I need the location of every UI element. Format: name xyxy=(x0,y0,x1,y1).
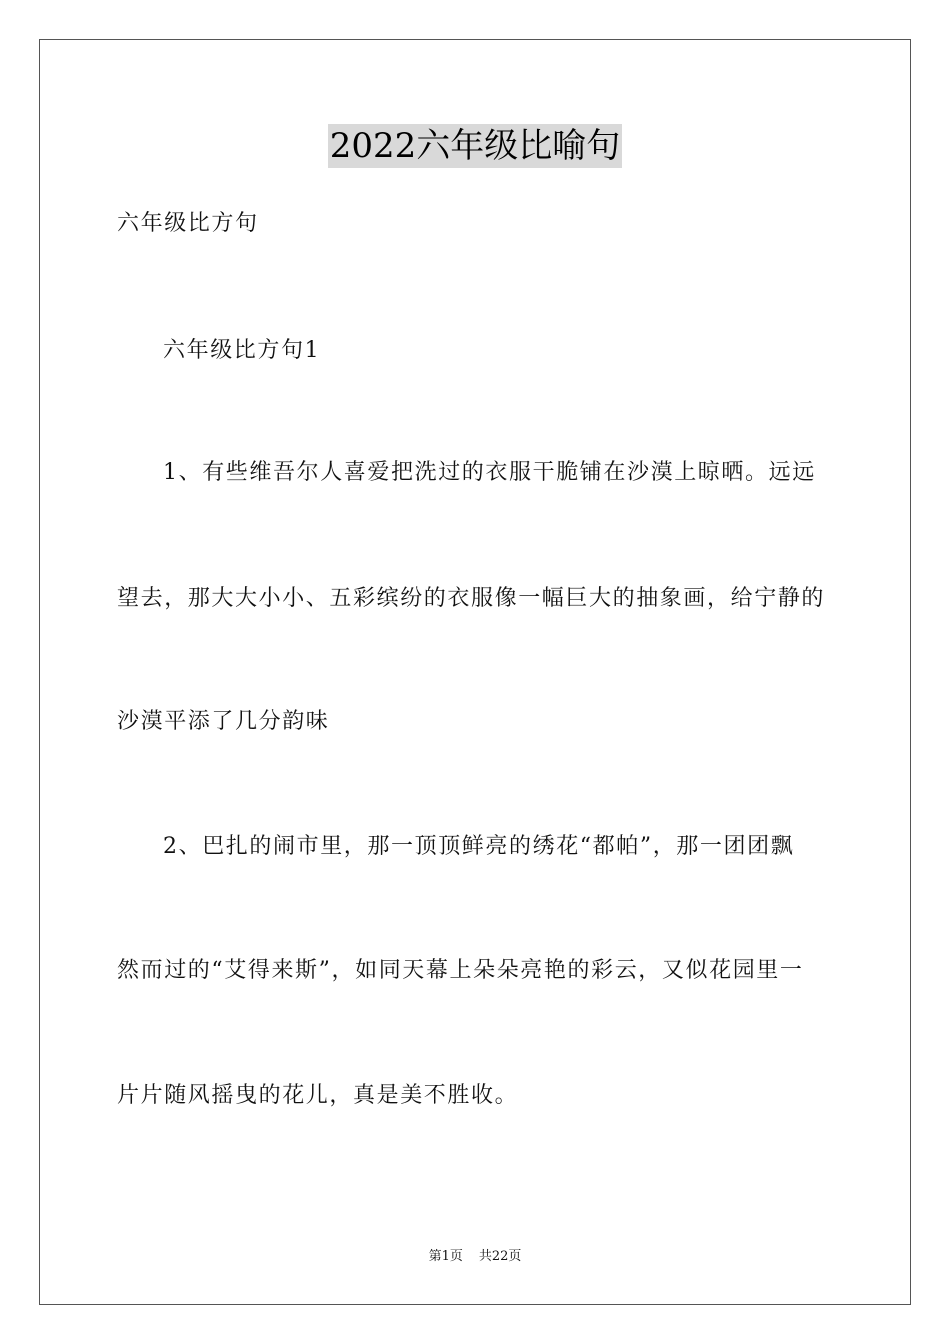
paragraph-2-line-2: 然而过的“艾得来斯”，如同天幕上朵朵亮艳的彩云，又似花园里一 xyxy=(117,958,804,983)
section-subheading: 六年级比方句1 xyxy=(163,338,321,363)
section-heading: 六年级比方句 xyxy=(117,211,259,236)
document-title-container xyxy=(0,124,950,168)
paragraph-2-line-1: 2、巴扎的闹市里，那一顶顶鲜亮的绣花“都帕”，那一团团飘 xyxy=(163,834,795,859)
paragraph-1-line-1: 1、有些维吾尔人喜爱把洗过的衣服干脆铺在沙漠上晾晒。远远 xyxy=(163,460,816,485)
page-footer xyxy=(0,1248,950,1266)
paragraph-1-line-2: 望去，那大大小小、五彩缤纷的衣服像一幅巨大的抽象画，给宁静的 xyxy=(117,586,826,611)
page-total: 共22页 xyxy=(478,1249,522,1264)
paragraph-1-line-3: 沙漠平添了几分韵味 xyxy=(117,709,330,734)
page-number: 第1页 xyxy=(428,1249,463,1264)
paragraph-2-line-3: 片片随风摇曳的花儿，真是美不胜收。 xyxy=(117,1083,519,1108)
document-title: 2022六年级比喻句 xyxy=(329,126,621,166)
